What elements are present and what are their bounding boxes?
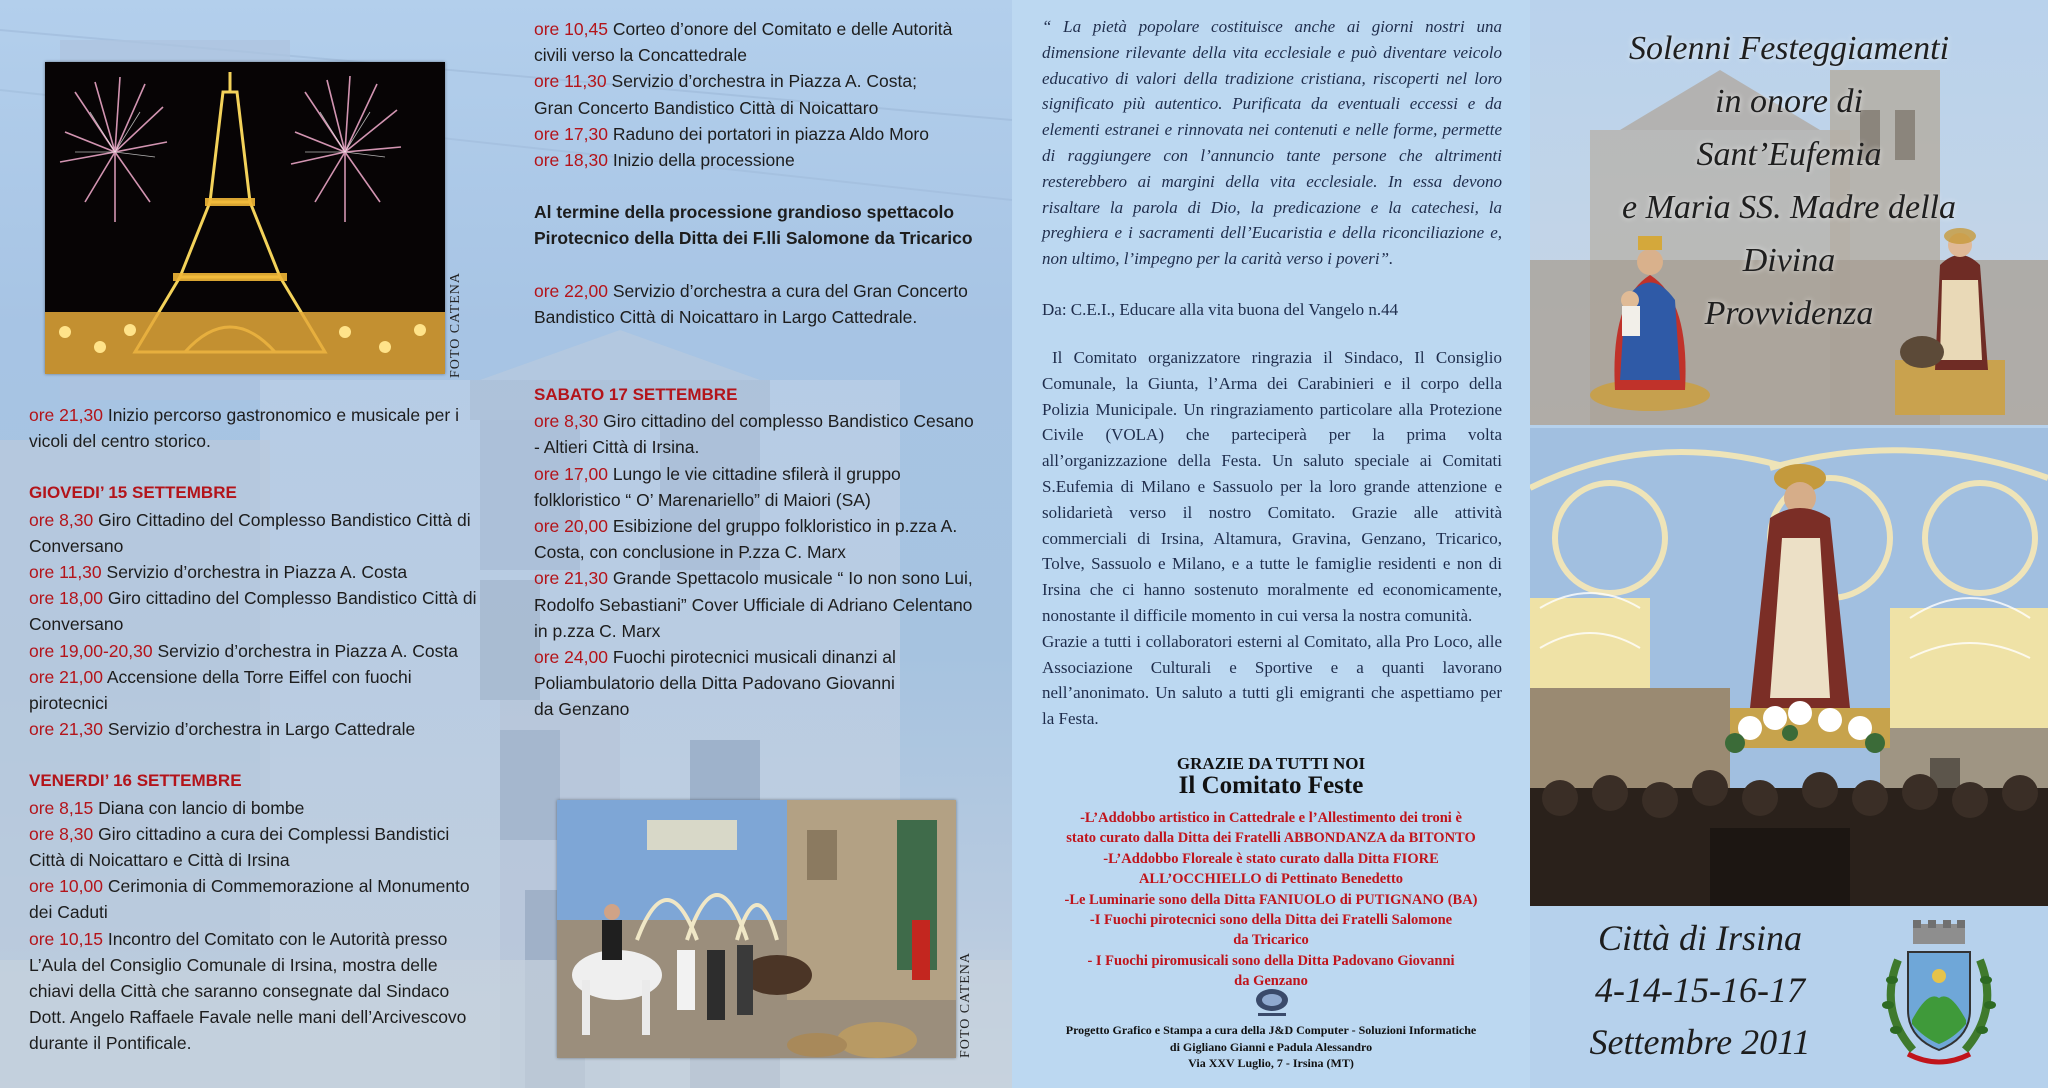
program-line: - Altieri Città di Irsina. [534, 437, 700, 458]
thanks-paragraph-1: Il Comitato organizzatore ringrazia il Sindaco, Il Consiglio Comunale, la Giunta, l’Arma dei Carabinieri e il corpo della Polizia Municipale. Un ringraziamento particolare alla Protezione Civile (VOLA) che parteciperà per la prima volta all’organizzazione della Festa. Un saluto speciale ai Comitati S.Eufemia di Milano e Sassuolo per la loro grande attenzione e solidarietà verso il nostro Comitato. Grazie alle attività commerciali di Irsina, Altamura, Gravina, Genzano, Tricarico, Tolve, Sassuolo e Milano, e a tutte le famiglie residenti e non di Irsina che ci hanno sostenuto moralmente ed economicamente, nonostante il difficile momento in cui versa la nostra comunità. [1042, 348, 1502, 625]
program-line: Conversano [29, 614, 124, 635]
credit-line: -Le Luminarie sono della Ditta FANIUOLO di PUTIGNANO (BA) [1064, 891, 1478, 908]
suppliers-credits [1030, 808, 1512, 992]
program-line: Gran Concerto Bandistico Città di Noicattaro [534, 97, 879, 118]
program-line: ore 10,00 Cerimonia di Commemorazione al Monumento [29, 876, 470, 897]
program-line: ore 11,30 Servizio d’orchestra in Piazza A. Costa [29, 562, 408, 583]
program-line: ore 8,30 Giro cittadino a cura dei Complessi Bandistici [29, 823, 450, 844]
printer-line: di Gigliano Gianni e Padula Alessandro [1169, 1039, 1373, 1054]
credit-line: stato curato dalla Ditta dei Fratelli ABBONDANZA da BITONTO [1066, 830, 1476, 847]
credit-line: -L’Addobbo artistico in Cattedrale e l’Allestimento dei troni è [1080, 810, 1462, 826]
program-line: ore 17,30 Raduno dei portatori in piazza Aldo Moro [534, 123, 929, 144]
cover-title-line: in onore di [1715, 83, 1863, 120]
program-line: ore 10,45 Corteo d’onore del Comitato e delle Autorità [534, 19, 953, 39]
program-line: ore 10,15 Incontro del Comitato con le Autorità presso [29, 928, 448, 949]
printer-line: Via XXV Luglio, 7 - Irsina (MT) [1188, 1056, 1354, 1070]
program-line: Bandistico Città di Noicattaro in Largo Cattedrale. [534, 306, 918, 327]
program-line: L’Aula del Consiglio Comunale di Irsina, mostra delle [29, 954, 438, 975]
program-line: ore 21,00 Accensione della Torre Eiffel con fuochi [29, 666, 412, 687]
program-line: civili verso la Concattedrale [534, 45, 748, 66]
day-heading-sabato: SABATO 17 SETTEMBRE [534, 385, 738, 405]
program-line: Poliambulatorio della Ditta Padovano Giovanni [534, 673, 895, 694]
program-line: ore 22,00 Servizio d’orchestra a cura del Gran Concerto [534, 280, 968, 301]
credit-line: ALL’OCCHIELLO di Pettinato Benedetto [1138, 871, 1404, 888]
program-line: ore 20,00 Esibizione del gruppo folkloristico in p.zza A. [534, 516, 958, 537]
cover-title-line: Divina [1742, 242, 1836, 279]
program-line: Città di Noicattaro e Città di Irsina [29, 850, 290, 871]
program-line: Dott. Angelo Raffaele Favale nelle mani dell’Arcivescovo [29, 1007, 467, 1028]
cover-title [1530, 22, 2048, 340]
program-column-2 [534, 16, 1004, 723]
jd-computer-logo [1250, 986, 1294, 1020]
credit-line: - I Fuochi piromusicali sono della Ditta Padovano Giovanni [1087, 952, 1455, 969]
program-line: ore 19,00-20,30 Servizio d’orchestra in Piazza A. Costa [29, 640, 459, 661]
photo-credit-1: FOTO CATENA [448, 271, 463, 378]
festival-month-year: Settembre 2011 [1589, 1022, 1811, 1062]
cei-quote: “ La pietà popolare costituisce anche ai giorni nostri una dimensione rilevante della vita ecclesiale e può diventare veicolo educativo di valori della tradizione cristiana, riscoperti nel loro significato più autentico. Purificata da eventuali eccessi e da elementi estranei e rinnovata nei contenuti e nelle forme, permette di raggiungere con l’annuncio tante persone che altrimenti resterebbero ai margini della vita ecclesiale. In essa devono risaltare la parola di Dio, la predicazione e la catechesi, la preghiera e i sacramenti dell’Eucaristia e della riconciliazione e, non ultimo, l’impegno per la carità verso i poveri”. [1042, 17, 1502, 269]
horse-parade-photo [557, 800, 956, 1058]
city-and-dates [1560, 912, 1840, 1068]
cover-title-line: e Maria SS. Madre della [1622, 189, 1956, 226]
cover-title-line: Solenni Festeggiamenti [1628, 30, 1950, 67]
program-line: da Genzano [534, 699, 630, 720]
program-line: ore 21,30 Servizio d’orchestra in Largo Cattedrale [29, 719, 416, 740]
printer-line: Progetto Grafico e Stampa a cura della J&D Computer - Soluzioni Informatiche [1065, 1023, 1477, 1037]
grazie-heading: GRAZIE DA TUTTI NOI [1176, 754, 1366, 773]
program-line: ore 17,00 Lungo le vie cittadine sfilerà il gruppo [534, 463, 901, 484]
program-line: in p.zza C. Marx [534, 620, 661, 641]
program-line: dei Caduti [29, 902, 108, 923]
program-line: ore 21,30 Inizio percorso gastronomico e musicale per i [29, 405, 459, 425]
program-line: pirotecnici [29, 693, 108, 714]
comitato-heading: Il Comitato Feste [1178, 772, 1364, 799]
fireworks-eiffel-photo [45, 62, 445, 374]
procession-photo [1530, 428, 2048, 906]
program-line: ore 18,00 Giro cittadino del Complesso Bandistico Città di [29, 588, 477, 609]
program-line: ore 21,30 Grande Spettacolo musicale “ Io non sono Lui, [534, 568, 973, 589]
cover-title-line: Sant’Eufemia [1696, 136, 1882, 173]
credit-line: -I Fuochi pirotecnici sono della Ditta dei Fratelli Salomone [1089, 912, 1453, 929]
credit-line: da Tricarico [1233, 932, 1309, 949]
program-line: ore 8,15 Diana con lancio di bombe [29, 797, 305, 818]
fireworks-note: Al termine della processione grandioso spettacolo [534, 202, 955, 223]
program-line: durante il Pontificale. [29, 1033, 192, 1054]
program-line: chiavi della Città che saranno consegnate dal Sindaco [29, 981, 450, 1002]
program-line: Costa, con conclusione in P.zza C. Marx [534, 542, 846, 563]
program-line: vicoli del centro storico. [29, 431, 211, 452]
irsina-coat-of-arms [1878, 920, 2000, 1070]
program-line: ore 24,00 Fuochi pirotecnici musicali dinanzi al [534, 647, 896, 668]
cover-title-line: Provvidenza [1704, 295, 1874, 332]
festival-dates: 4-14-15-16-17 [1595, 970, 1805, 1010]
fireworks-note: Pirotecnico della Ditta dei F.lli Salomone da Tricarico [534, 228, 973, 249]
city-name: Città di Irsina [1597, 918, 1803, 958]
printer-credits [1030, 1022, 1512, 1072]
program-line: ore 18,30 Inizio della processione [534, 150, 795, 171]
thanks-paragraph-2: Grazie a tutti i collaboratori esterni al Comitato, alla Pro Loco, alle Associazione Culturali e Sportive e a quanti lavorano nell’anonimato. Un saluto a tutti gli emigranti che aspettiamo per la Festa. [1042, 631, 1502, 729]
credit-line: -L’Addobbo Floreale è stato curato dalla Ditta FIORE [1103, 850, 1439, 867]
photo-credit-2: FOTO CATENA [958, 951, 973, 1058]
program-line: ore 8,30 Giro Cittadino del Complesso Bandistico Città di [29, 509, 471, 530]
program-column-1 [29, 402, 509, 1057]
program-line: ore 8,30 Giro cittadino del complesso Bandistico Cesano [534, 411, 974, 432]
quote-source: Da: C.E.I., Educare alla vita buona del Vangelo n.44 [1042, 300, 1399, 319]
committee-thanks [1042, 345, 1502, 732]
day-heading-venerdi: VENERDI’ 16 SETTEMBRE [29, 771, 242, 791]
credit-line: da Genzano [1234, 973, 1308, 990]
program-line: ore 11,30 Servizio d’orchestra in Piazza A. Costa; [534, 71, 917, 92]
program-line: Conversano [29, 535, 124, 556]
day-heading-giovedi: GIOVEDI’ 15 SETTEMBRE [29, 483, 237, 503]
program-line: folkloristico “ O’ Marenariello” di Maiori (SA) [534, 489, 871, 510]
program-line: Rodolfo Sebastiani” Cover Ufficiale di Adriano Celentano [534, 594, 973, 615]
